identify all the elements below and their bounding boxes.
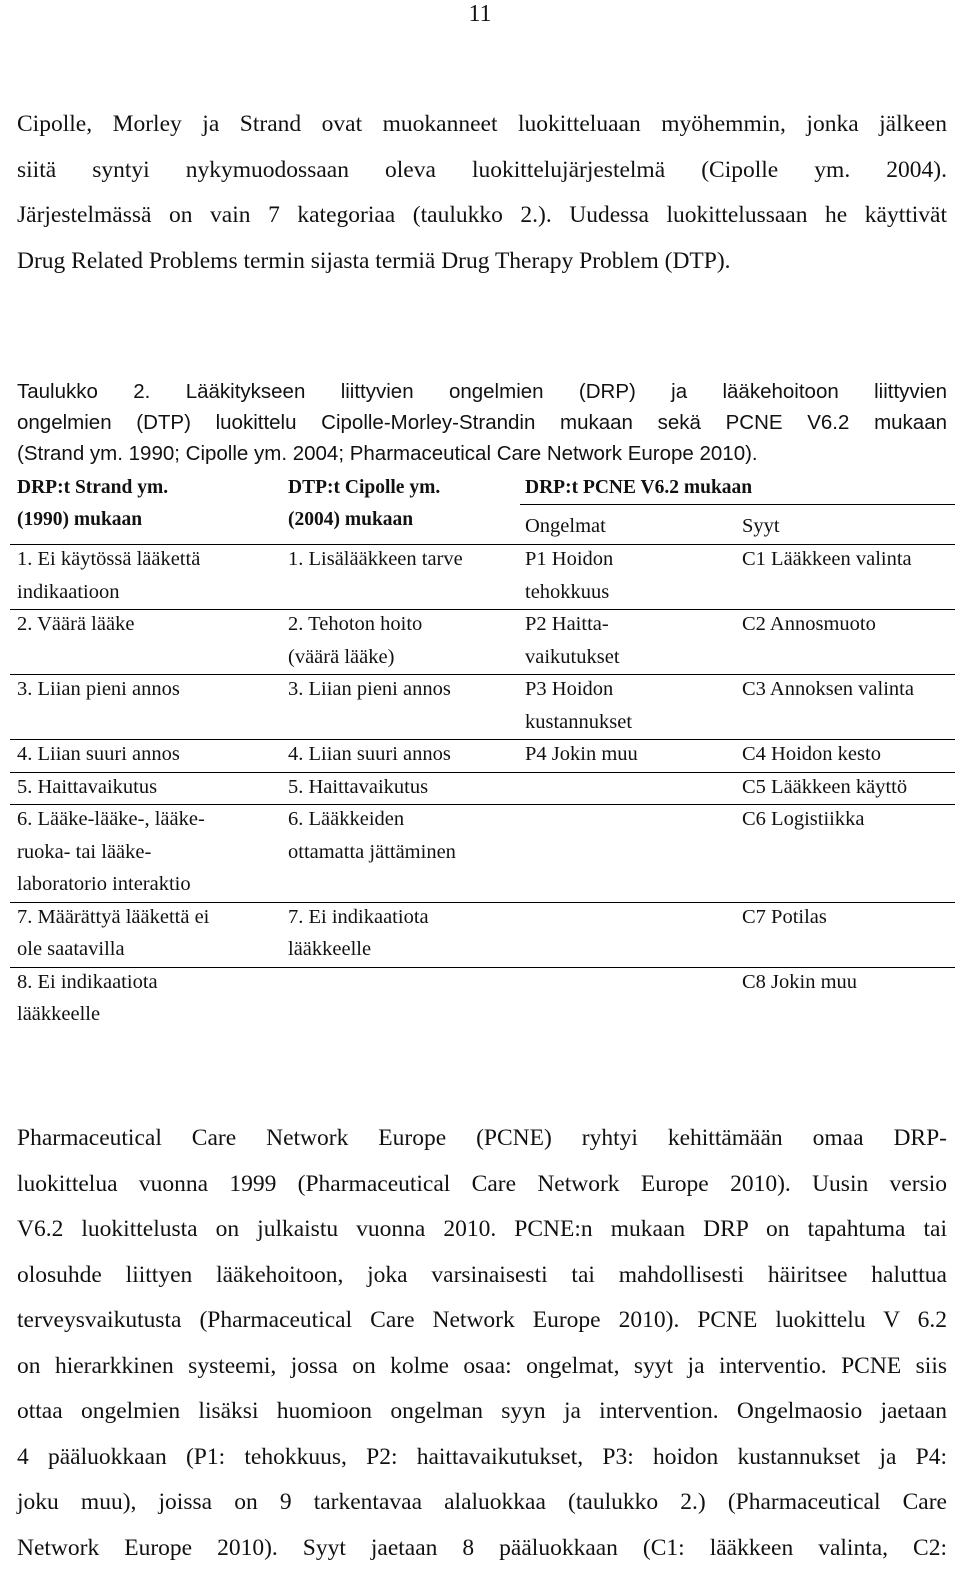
cell-problem: kustannukset [525,707,632,739]
cell-problem: P2 Haitta- [525,609,609,641]
cell-cause: C2 Annosmuoto [742,609,876,641]
cell-cause: C6 Logistiikka [742,804,864,836]
cell-cipolle: lääkkeelle [288,934,371,966]
header-pcne: DRP:t PCNE V6.2 mukaan [525,472,752,504]
cell-cipolle: 3. Liian pieni annos [288,674,451,706]
cell-strand: ruoka- tai lääke- [17,837,151,869]
cell-problem: vaikutukset [525,642,620,674]
text-line: Network Europe 2010). Syyt jaetaan 8 pääluokkaan (C1: lääkkeen valinta, C2: [17,1526,947,1571]
cell-cause: C3 Annoksen valinta [742,674,914,706]
header-cipolle: DTP:t Cipolle ym. [288,472,440,504]
classification-table [0,470,960,1030]
page-number: 11 [0,2,960,26]
text-line: V6.2 luokittelusta on julkaistu vuonna 2010. PCNE:n mukaan DRP on tapahtuma tai [17,1207,947,1253]
table-caption [17,376,947,469]
text-line: siitä syntyi nykymuodossaan oleva luokittelujärjestelmä (Cipolle ym. 2004). [17,148,947,194]
text-line: on hierarkkinen systeemi, jossa on kolme osaa: ongelmat, syyt ja interventio. PCNE siis [17,1344,947,1390]
header-strand: DRP:t Strand ym. [17,472,168,504]
cell-cipolle: (väärä lääke) [288,642,394,674]
header-problems: Ongelmat [525,511,606,543]
cell-strand: 5. Haittavaikutus [17,772,157,804]
cell-cipolle: 1. Lisälääkkeen tarve [288,544,463,576]
cell-problem: P3 Hoidon [525,674,613,706]
cell-strand: 6. Lääke-lääke-, lääke- [17,804,205,836]
text-line: 4 pääluokkaan (P1: tehokkuus, P2: haittavaikutukset, P3: hoidon kustannukset ja P4: [17,1435,947,1481]
cell-strand: indikaatioon [17,577,119,609]
cell-strand: laboratorio interaktio [17,869,191,901]
cell-cause: C5 Lääkkeen käyttö [742,772,907,804]
cell-strand: 7. Määrättyä lääkettä ei [17,902,209,934]
cell-cipolle: 4. Liian suuri annos [288,739,451,771]
text-line: olosuhde liittyen lääkehoitoon, joka varsinaisesti tai mahdollisesti häiritsee haluttua [17,1253,947,1299]
intro-paragraph [17,102,947,284]
caption-line: Taulukko 2. Lääkitykseen liittyvien ongelmien (DRP) ja lääkehoitoon liittyvien [17,376,947,407]
cell-problem: P1 Hoidon [525,544,613,576]
header-strand: (1990) mukaan [17,504,142,536]
cell-problem: tehokkuus [525,577,609,609]
cell-cipolle: 2. Tehoton hoito [288,609,422,641]
cell-strand: 3. Liian pieni annos [17,674,180,706]
text-line: joku muu), joissa on 9 tarkentavaa alaluokkaa (taulukko 2.) (Pharmaceutical Care [17,1480,947,1526]
cell-strand: 4. Liian suuri annos [17,739,180,771]
header-subdivider [520,504,955,505]
cell-strand: 8. Ei indikaatiota [17,967,158,999]
cell-strand: 1. Ei käytössä lääkettä [17,544,200,576]
text-line: ottaa ongelmien lisäksi huomioon ongelman syyn ja intervention. Ongelmaosio jaetaan [17,1389,947,1435]
cell-cipolle: 7. Ei indikaatiota [288,902,429,934]
cell-cause: C1 Lääkkeen valinta [742,544,912,576]
text-line: luokittelua vuonna 1999 (Pharmaceutical Care Network Europe 2010). Uusin versio [17,1162,947,1208]
cell-cause: C8 Jokin muu [742,967,857,999]
cell-strand: ole saatavilla [17,934,125,966]
text-line: Cipolle, Morley ja Strand ovat muokanneet luokitteluaan myöhemmin, jonka jälkeen [17,102,947,148]
cell-strand: lääkkeelle [17,999,100,1031]
caption-line: ongelmien (DTP) luokittelu Cipolle-Morley-Strandin mukaan sekä PCNE V6.2 mukaan [17,407,947,438]
cell-cause: C4 Hoidon kesto [742,739,881,771]
cell-cause: C7 Potilas [742,902,827,934]
text-line: Pharmaceutical Care Network Europe (PCNE) ryhtyi kehittämään omaa DRP- [17,1116,947,1162]
text-line: Drug Related Problems termin sijasta termiä Drug Therapy Problem (DTP). [17,239,947,285]
cell-strand: 2. Väärä lääke [17,609,134,641]
text-line: Järjestelmässä on vain 7 kategoriaa (taulukko 2.). Uudessa luokittelussaan he käyttivät [17,193,947,239]
pcne-paragraph [17,1116,947,1571]
header-cipolle: (2004) mukaan [288,504,413,536]
cell-problem: P4 Jokin muu [525,739,638,771]
cell-cipolle: 5. Haittavaikutus [288,772,428,804]
text-line: terveysvaikutusta (Pharmaceutical Care Network Europe 2010). PCNE luokittelu V 6.2 [17,1298,947,1344]
cell-cipolle: ottamatta jättäminen [288,837,456,869]
cell-cipolle: 6. Lääkkeiden [288,804,404,836]
header-causes: Syyt [742,511,780,543]
caption-line: (Strand ym. 1990; Cipolle ym. 2004; Pharmaceutical Care Network Europe 2010). [17,438,947,469]
